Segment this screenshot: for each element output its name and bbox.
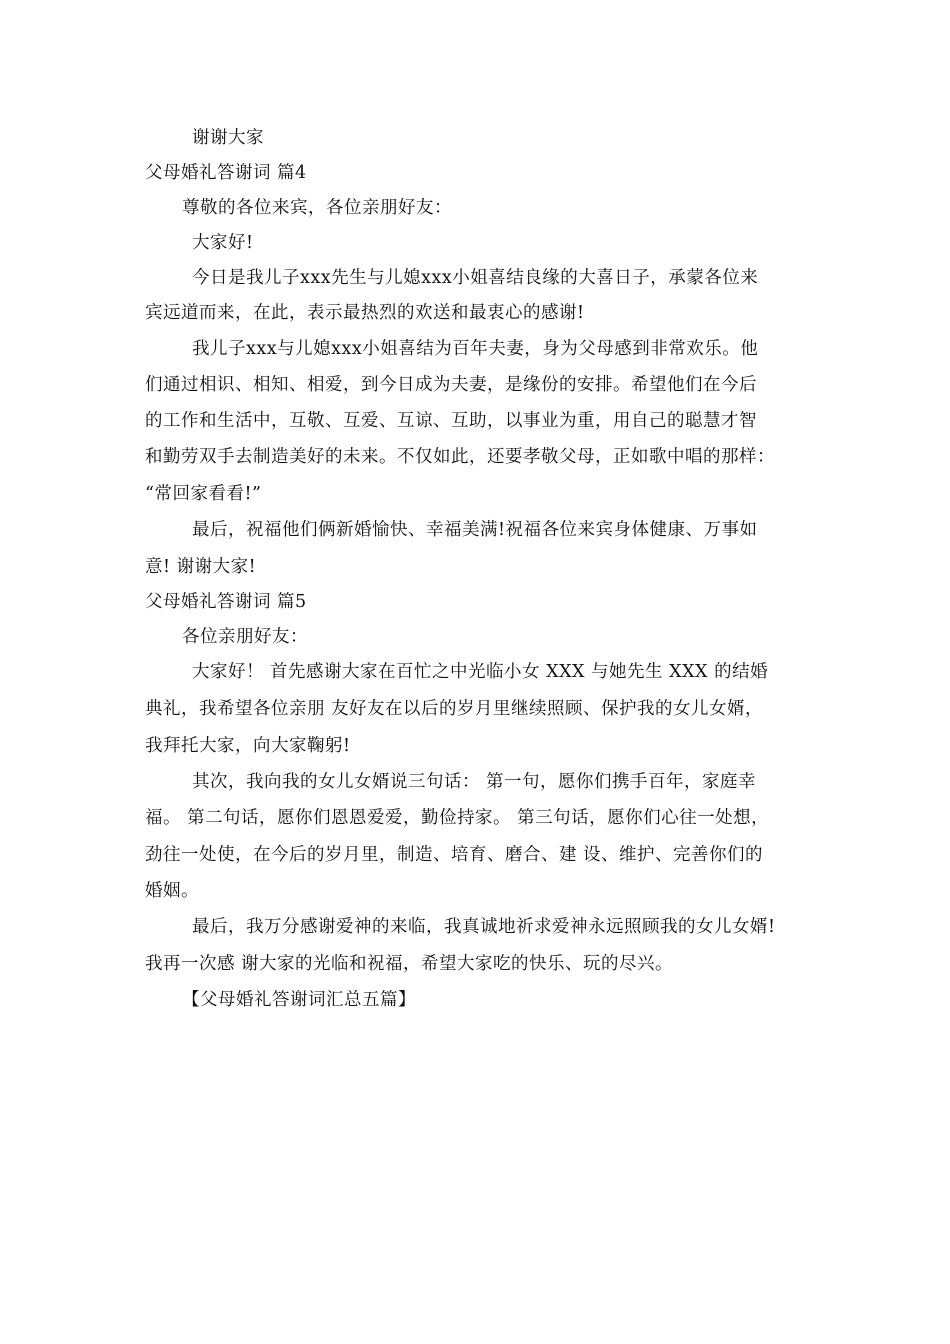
paragraph-line: 的工作和生活中，互敬、互爱、互谅、互助，以事业为重，用自己的聪慧才智: [145, 411, 757, 431]
paragraph-line: 劲往一处使，在今后的岁月里，制造、培育、磨合、建 设、维护、完善你们的: [145, 845, 764, 865]
paragraph-line: 我再一次感 谢大家的光临和祝福，希望大家吃的快乐、玩的尽兴。: [145, 954, 674, 974]
paragraph-line: 和勤劳双手去制造美好的未来。不仅如此，还要孝敬父母，正如歌中唱的那样：: [145, 447, 775, 467]
section-heading: 父母婚礼答谢词 篇4: [145, 163, 307, 183]
paragraph-line: 们通过相识、相知、相爱，到今日成为夫妻，是缘份的安排。希望他们在今后: [145, 375, 757, 395]
section-heading: 父母婚礼答谢词 篇5: [145, 592, 307, 612]
paragraph-line: 婚姻。: [145, 881, 199, 901]
salutation: 尊敬的各位来宾，各位亲朋好友：: [182, 198, 452, 218]
closing-title: 【父母婚礼答谢词汇总五篇】: [182, 990, 416, 1010]
paragraph-line: 今日是我儿子xxx先生与儿媳xxx小姐喜结良缘的大喜日子，承蒙各位来: [192, 268, 759, 288]
paragraph-line: “常回家看看!”: [145, 484, 262, 504]
paragraph-line: 最后，祝福他们俩新婚愉快、幸福美满!祝福各位来宾身体健康、万事如: [192, 520, 758, 540]
paragraph-line: 大家好！ 首先感谢大家在百忙之中光临小女 XXX 与她先生 XXX 的结婚: [192, 662, 769, 682]
paragraph-line: 我拜托大家，向大家鞠躬!: [145, 736, 351, 756]
salutation: 各位亲朋好友：: [182, 627, 308, 647]
paragraph-line: 最后，我万分感谢爱神的来临，我真诚地祈求爱神永远照顾我的女儿女婿!: [192, 917, 776, 937]
paragraph-line: 其次，我向我的女儿女婿说三句话： 第一句，愿你们携手百年，家庭幸: [192, 772, 757, 792]
paragraph-line: 福。 第二句话，愿你们恩恩爱爱，勤俭持家。 第三句话，愿你们心往一处想，: [145, 808, 770, 828]
greeting: 大家好!: [192, 233, 254, 253]
text-line: 谢谢大家: [192, 128, 264, 148]
paragraph-line: 宾远道而来，在此，表示最热烈的欢送和最衷心的感谢!: [145, 303, 585, 323]
paragraph-line: 典礼，我希望各位亲朋 友好友在以后的岁月里继续照顾、保护我的女儿女婿，: [145, 699, 764, 719]
paragraph-line: 我儿子xxx与儿媳xxx小姐喜结为百年夫妻，身为父母感到非常欢乐。他: [192, 339, 759, 359]
paragraph-line: 意! 谢谢大家!: [145, 557, 257, 577]
